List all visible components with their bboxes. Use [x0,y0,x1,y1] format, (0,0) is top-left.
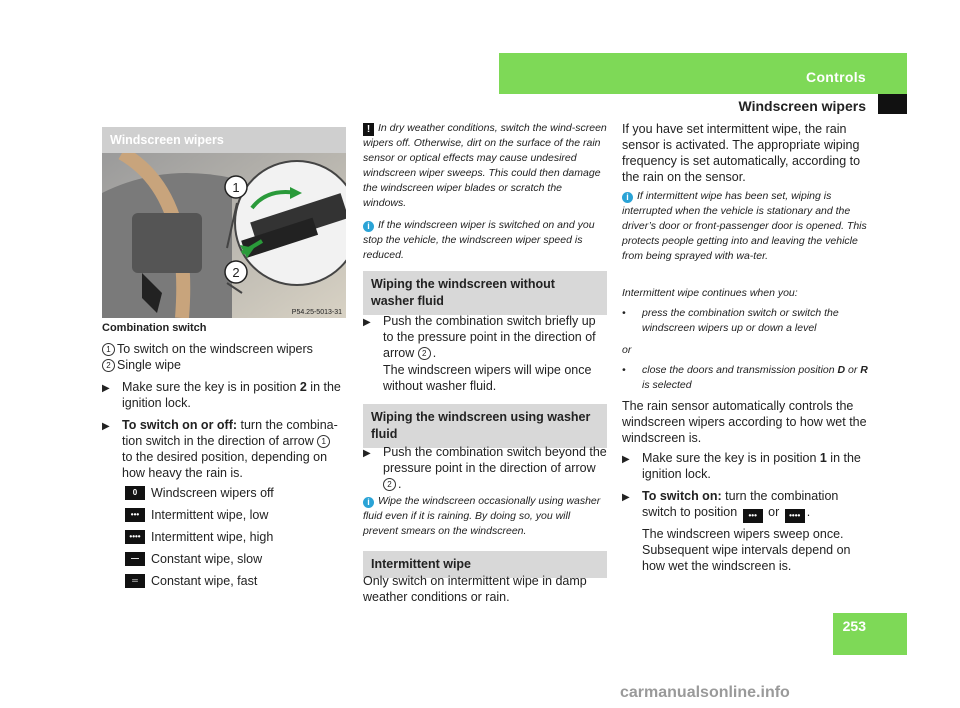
constant-fast-symbol-icon: ═ [125,574,145,588]
section-heading-windscreen-wipers: Windscreen wipers [102,127,346,154]
position-intermittent-high: •••• Intermittent wipe, high [125,526,346,548]
legend-item-2: 2 Single wipe [102,357,346,373]
position-off: 0 Windscreen wipers off [125,482,346,504]
watermark: carmanualsonline.info [620,684,790,701]
step-switch-on: ▶ To switch on: turn the combination switch to position ••• or •••• . [622,488,868,523]
step-result-sweep: The windscreen wipers sweep once. Subsequent wipe intervals depend on how wet the windscreen is. [642,527,851,573]
warning-note: ! In dry weather conditions, switch the wind-screen wipers off. Otherwise, dirt on the surface of the rain sensor or optical effects may cause undesired windscreen wiper sweeps. This could then damage the windscreen wiper blades or scratch the windows. [363,122,607,209]
info-icon: i [622,192,633,203]
section-heading-with-washer: Wiping the windscreen using washer fluid [363,404,607,448]
svg-text:2: 2 [232,265,240,280]
legend-list [102,341,346,373]
constant-slow-symbol-icon: — [125,552,145,566]
wiper-off-symbol-icon: 0 [125,486,145,500]
page-number: 253 [842,618,866,634]
figure-code: P54.25-5013-31 [291,309,342,316]
info-note-interrupted: i If intermittent wipe has been set, wiping is interrupted when the vehicle is stationary and the driver’s door or front-passenger door is opened. This protects people getting into and leaving the vehicle from being sprayed with wa-ter. [622,190,867,262]
continues-or: or [622,344,632,356]
position-constant-slow: — Constant wipe, slow [125,548,346,570]
continues-bullet-1: • press the combination switch or switch the windscreen wipers up or down a level [622,307,839,334]
section-heading-without-washer: Wiping the windscreen without washer fluid [363,271,607,315]
continues-bullet-2: • close the doors and transmission position D or R is selected [622,364,868,391]
intermittent-low-symbol-icon: ••• [125,508,145,522]
combination-switch-photo [102,153,346,318]
info-icon: i [363,497,374,508]
warning-icon: ! [363,123,374,136]
triangle-bullet-icon [102,379,122,411]
step-key-position: ▶ Make sure the key is in position 2 in the ignition lock. [102,379,346,411]
intermittent-high-symbol-icon: •••• [785,509,805,523]
triangle-bullet-icon [102,417,122,481]
triangle-bullet-icon [622,488,642,523]
step-switch-on-off: ▶ To switch on or off: turn the combina-tion switch in the direction of arrow 1 to the desired position, depending on how heavy the rain is. [102,417,346,481]
figure-caption: Combination switch [102,322,207,334]
position-intermittent-low: ••• Intermittent wipe, low [125,504,346,526]
section-heading-intermittent: Intermittent wipe [363,551,607,578]
continues-heading: Intermittent wipe continues when you: [622,287,798,299]
info-note-speed: i If the windscreen wiper is switched on and you stop the vehicle, the windscreen wiper speed is reduced. [363,219,595,261]
header-tab-marker [878,94,907,114]
step-push-briefly: ▶ Push the combination switch briefly up to the pressure point in the direction of arrow 2 . [363,313,607,361]
step-key-position-1: ▶ Make sure the key is in position 1 in the ignition lock. [622,450,868,482]
header-section: Controls [806,69,866,85]
svg-text:1: 1 [232,180,240,195]
step-result-wipe-once: The windscreen wipers will wipe once without washer fluid. [383,363,592,393]
intermittent-low-symbol-icon: ••• [743,509,763,523]
auto-control-paragraph: The rain sensor automatically controls the windscreen wipers according to how wet the windscreen is. [622,399,867,445]
triangle-bullet-icon [363,444,383,492]
dot-bullet-icon: • [622,307,626,319]
triangle-bullet-icon [622,450,642,482]
intermittent-paragraph: Only switch on intermittent wipe in damp weather conditions or rain. [363,574,587,604]
info-icon: i [363,221,374,232]
rain-sensor-paragraph: If you have set intermittent wipe, the rain sensor is activated. The appropriate wiping frequency is set automatically, according to the rain on the sensor. [622,122,861,184]
header-subsection: Windscreen wipers [738,98,866,114]
wiper-positions-list [125,482,346,592]
intermittent-high-symbol-icon: •••• [125,530,145,544]
info-note-washer: i Wipe the windscreen occasionally using washer fluid even if it is raining. By doing so, you will prevent smears on the windscreen. [363,495,601,537]
dot-bullet-icon: • [622,364,626,376]
step-push-beyond: ▶ Push the combination switch beyond the pressure point in the direction of arrow 2 . [363,444,607,492]
position-constant-fast: ═ Constant wipe, fast [125,570,346,592]
legend-item-1: 1 To switch on the windscreen wipers [102,341,346,357]
triangle-bullet-icon [363,313,383,361]
